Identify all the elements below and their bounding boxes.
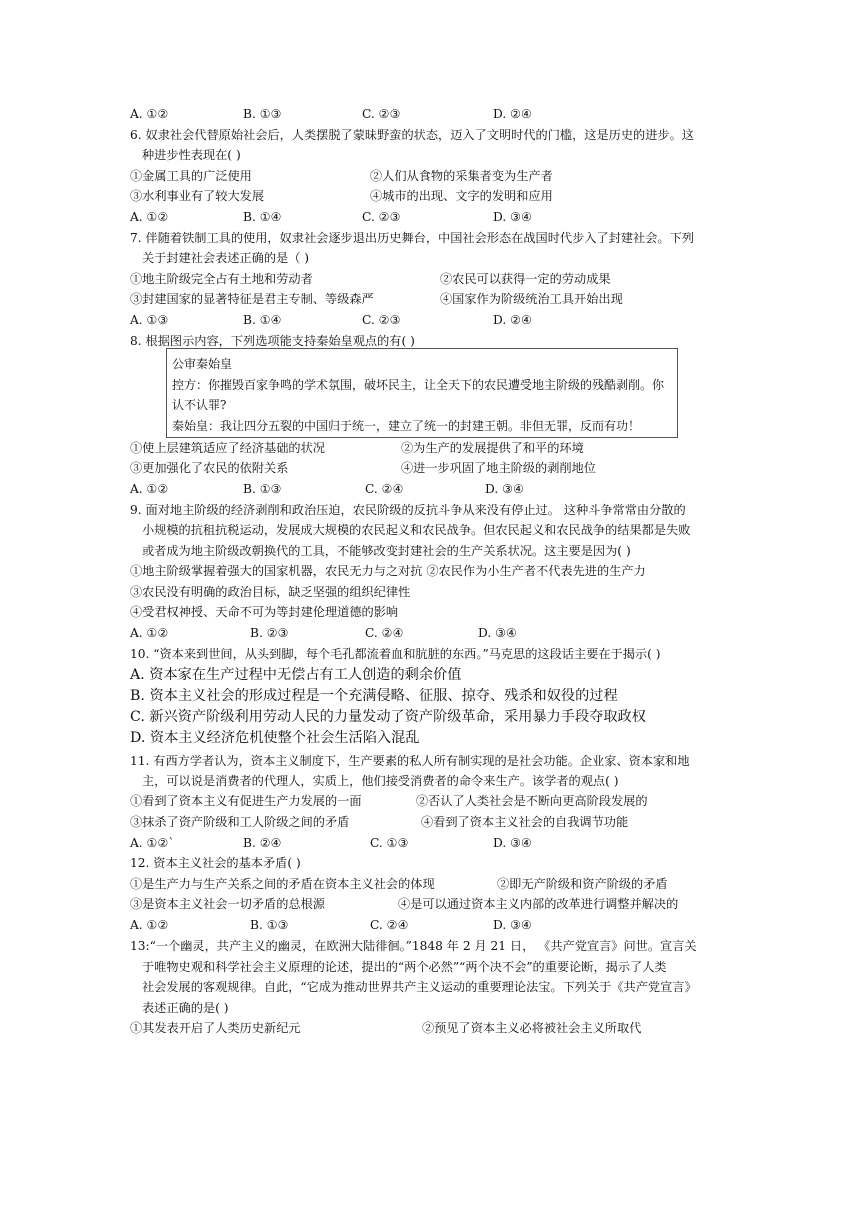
option-c: C. ①③ (370, 836, 409, 850)
q6-item-3: ③水利事业有了较大发展 (130, 189, 265, 203)
option-d: D. ③④ (493, 210, 532, 224)
q7-item-1: ①地主阶级完全占有土地和劳动者 (130, 272, 313, 286)
q13-stem-line3: 社会发展的客观规律。自此，“它成为推动世界共产主义运动的重要理论法宝。下列关于《共产党宣言》 (142, 980, 697, 994)
q9-stem-line1: 9. 面对地主阶级的经济剥削和政治压迫，农民阶级的反抗斗争从来没有停止过。 这种斗争常常由分散的 (130, 503, 686, 517)
q13-item-1: ①其发表开启了人类历史新纪元 (130, 1021, 301, 1035)
q6-stem-line1: 6. 奴隶社会代替原始社会后，人类摆脱了蒙昧野蛮的状态，迈入了文明时代的门槛，这是历史的进步。这 (130, 128, 694, 142)
option-a: A. ①② (130, 210, 169, 224)
q10-option-a: A. 资本家在生产过程中无偿占有工人创造的剩余价值 (130, 667, 462, 683)
q7-stem-line1: 7. 伴随着铁制工具的使用，奴隶社会逐步退出历史舞台，中国社会形态在战国时代步入了封建社会。下列 (130, 231, 694, 245)
q10-stem: 10. “资本来到世间，从头到脚，每个毛孔都流着血和肮脏的东西。”马克思的这段话主要在于揭示( ) (130, 647, 661, 661)
q12-item-1: ①是生产力与生产关系之间的矛盾在资本主义社会的体现 (130, 877, 435, 891)
quote-prosecutor-line2: 认不认罪? (172, 398, 227, 412)
q6-item-1: ①金属工具的广泛使用 (130, 169, 252, 183)
q11-stem-line1: 11. 有西方学者认为，资本主义制度下，生产要素的私人所有制实现的是社会功能。企业家、资本家和地 (130, 754, 690, 768)
option-b: B. ①③ (243, 482, 282, 496)
q11-item-2: ②否认了人类社会是不断向更高阶段发展的 (416, 794, 648, 808)
q9-stem-line2: 小规模的抗租抗税运动，发展成大规模的农民起义和农民战争。但农民起义和农民战争的结果都是失败 (142, 523, 691, 537)
q10-option-d: D. 资本主义经济危机使整个社会生活陷入混乱 (130, 730, 420, 746)
option-a: A. ①②` (130, 836, 175, 850)
q6-item-2: ②人们从食物的采集者变为生产者 (370, 169, 553, 183)
option-b: B. ①④ (243, 313, 282, 327)
option-a: A. ①③ (130, 313, 169, 327)
q12-item-2: ②即无产阶级和资产阶级的矛盾 (497, 877, 668, 891)
q8-item-1: ①使上层建筑适应了经济基础的状况 (130, 441, 325, 455)
q9-item-4: ④受君权神授、天命不可为等封建伦理道德的影响 (130, 605, 399, 619)
option-d: D. ③④ (478, 626, 517, 640)
q11-item-4: ④看到了资本主义社会的自我调节功能 (421, 815, 629, 829)
option-a: A. ①② (130, 626, 169, 640)
option-b: B. ②③ (250, 626, 289, 640)
q12-item-3: ③是资本主义社会一切矛盾的总根源 (130, 897, 325, 911)
q6-item-4: ④城市的出现、文字的发明和应用 (370, 189, 553, 203)
option-d: D. ③④ (485, 482, 524, 496)
option-b: B. ①③ (250, 918, 289, 932)
q9-items-1-2: ①地主阶级掌握着强大的国家机器，农民无力与之对抗 ②农民作为小生产者不代表先进的生产力 (130, 564, 646, 578)
q10-option-c: C. 新兴资产阶级利用劳动人民的力量发动了资产阶级革命，采用暴力手段夺取政权 (130, 709, 646, 725)
q8-stem: 8. 根据图示内容，下列选项能支持秦始皇观点的有( ) (130, 334, 415, 348)
q7-item-4: ④国家作为阶级统治工具开始出现 (440, 292, 623, 306)
option-b: B. ①③ (243, 107, 282, 121)
option-c: C. ②③ (362, 107, 401, 121)
q13-stem-line4: 表述正确的是( ) (142, 1001, 229, 1015)
q11-item-1: ①看到了资本主义有促进生产力发展的一面 (130, 794, 362, 808)
q8-item-3: ③更加强化了农民的依附关系 (130, 461, 289, 475)
option-c: C. ②④ (365, 482, 404, 496)
q7-item-2: ②农民可以获得一定的劳动成果 (440, 272, 611, 286)
option-d: D. ②④ (493, 107, 532, 121)
q12-stem: 12. 资本主义社会的基本矛盾( ) (130, 856, 301, 870)
option-b: B. ②④ (243, 836, 282, 850)
option-c: C. ②③ (362, 210, 401, 224)
q8-item-4: ④进一步巩固了地主阶级的剥削地位 (401, 461, 596, 475)
option-a: A. ①② (130, 918, 169, 932)
q13-stem-line1: 13:“一个幽灵，共产主义的幽灵，在欧洲大陆徘徊。”1848 年 2 月 21 日， 《共产党宣言》问世。宣言关 (130, 939, 697, 953)
q9-stem-line3: 或者成为地主阶级改朝换代的工具，不能够改变封建社会的生产关系状况。这主要是因为( ) (142, 544, 631, 558)
option-c: C. ②④ (365, 626, 404, 640)
option-d: D. ③④ (493, 836, 532, 850)
option-c: C. ②④ (370, 918, 409, 932)
q7-item-3: ③封建国家的显著特征是君主专制、等级森严 (130, 292, 374, 306)
option-a: A. ①② (130, 107, 169, 121)
option-a: A. ①② (130, 482, 169, 496)
option-d: D. ②④ (493, 313, 532, 327)
option-c: C. ②③ (362, 313, 401, 327)
quote-qinshihuang: 秦始皇：我让四分五裂的中国归于统一，建立了统一的封建王朝。非但无罪，反而有功！ (172, 419, 641, 433)
q13-item-2: ②预见了资本主义必将被社会主义所取代 (422, 1021, 642, 1035)
q11-item-3: ③抹杀了资产阶级和工人阶级之间的矛盾 (130, 815, 350, 829)
q7-stem-line2: 关于封建社会表述正确的是（ ) (142, 251, 310, 265)
quote-prosecutor-line1: 控方：你摧毁百家争鸣的学术氛围，破坏民主，让全天下的农民遭受地主阶级的残酷剥削。你 (172, 378, 665, 392)
q10-option-b: B. 资本主义社会的形成过程是一个充满侵略、征服、掠夺、残杀和奴役的过程 (130, 688, 618, 704)
option-d: D. ③④ (493, 918, 532, 932)
q9-item-3: ③农民没有明确的政治目标，缺乏坚强的组织纪律性 (130, 585, 411, 599)
quote-title: 公审秦始皇 (172, 357, 233, 371)
q12-item-4: ④是可以通过资本主义内部的改革进行调整并解决的 (398, 897, 679, 911)
q13-stem-line2: 于唯物史观和科学社会主义原理的论述，提出的“两个必然”“两个决不会”的重要论断，揭示了人类 (142, 960, 667, 974)
q11-stem-line2: 主，可以说是消费者的代理人，实质上，他们接受消费者的命令来生产。该学者的观点( ) (142, 774, 619, 788)
q8-item-2: ②为生产的发展提供了和平的环境 (401, 441, 584, 455)
q6-stem-line2: 种进步性表现在( ) (142, 148, 241, 162)
option-b: B. ①④ (243, 210, 282, 224)
